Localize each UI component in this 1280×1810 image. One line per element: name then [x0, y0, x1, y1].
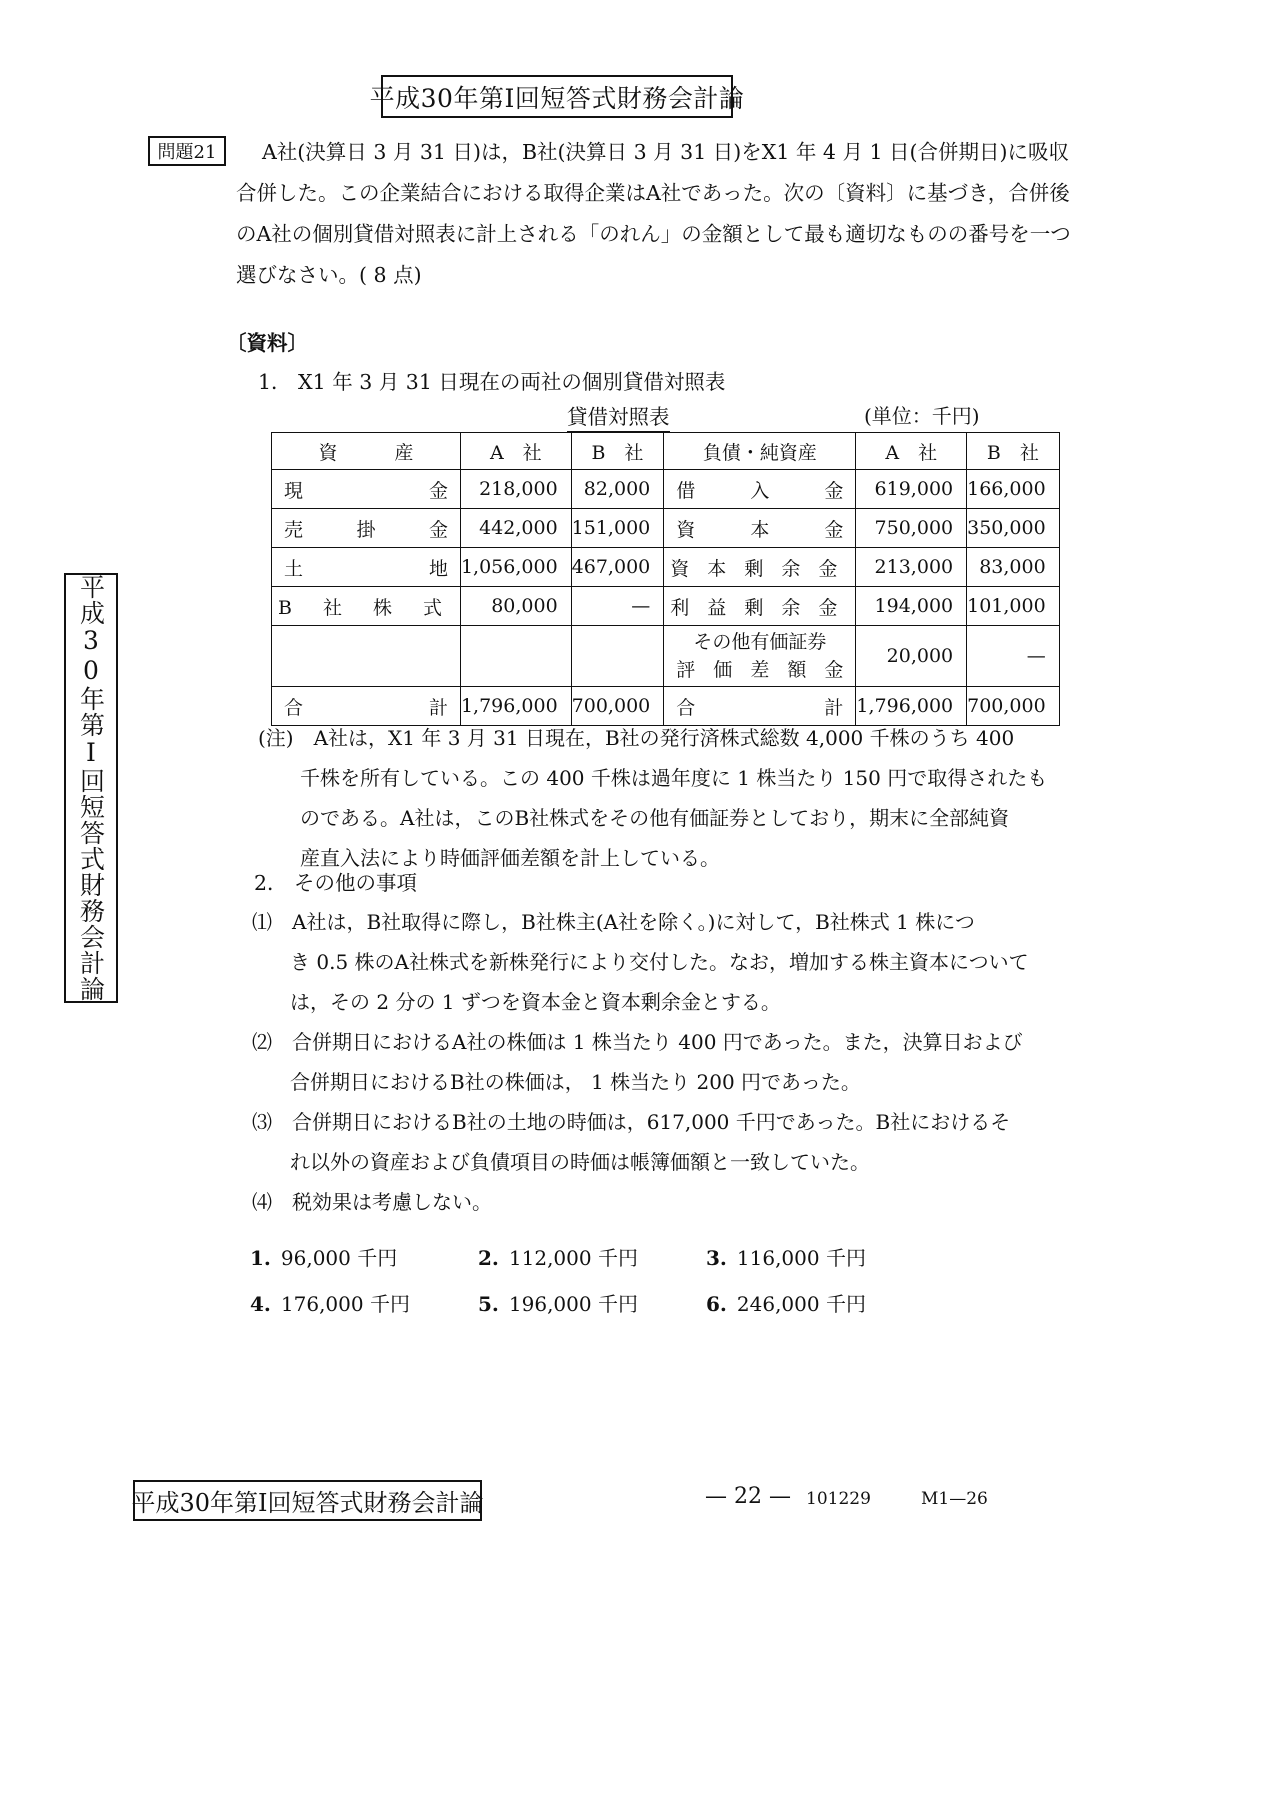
asset-land-a: 1,056,000	[460, 548, 571, 587]
asset-receivables-b: 151,000	[571, 509, 664, 548]
asset-total-b: 700,000	[571, 687, 664, 726]
question-line-3: のA社の個別貸借対照表に計上される「のれん」の金額として最も適切なものの番号を一つ	[236, 222, 1071, 246]
table-note	[258, 718, 1048, 878]
materials-item1-heading: 1． X1 年 3 月 31 日現在の両社の個別貸借対照表	[258, 370, 726, 394]
asset-cash-b: 82,000	[571, 470, 664, 509]
sub-item-2: ⑵ 合併期日におけるA社の株価は 1 株当たり 400 円であった。また，決算日および 合併期日におけるB社の株価は， 1 株当たり 200 円であった。	[252, 1030, 1023, 1094]
question-line-4: 選びなさい。( 8 点)	[236, 263, 422, 287]
question-body	[236, 132, 1071, 296]
liability-borrowings-a: 619,000	[856, 470, 967, 509]
question-line-1: A社(決算日 3 月 31 日)は，B社(決算日 3 月 31 日)をX1 年 4 月 1 日(合併期日)に吸収	[262, 140, 1070, 164]
table-row	[272, 626, 1060, 687]
footer-code-right: M1—26	[921, 1489, 988, 1509]
asset-label-empty	[272, 626, 461, 687]
asset-empty-b	[571, 626, 664, 687]
liability-capital-surplus-a: 213,000	[856, 548, 967, 587]
balance-sheet-table	[271, 432, 1060, 726]
choice-row-1	[250, 1233, 950, 1279]
sub-item-3-marker: ⑶	[252, 1110, 272, 1134]
header-assets-company-a: A 社	[460, 433, 571, 470]
header-liabilities-company-a: A 社	[856, 433, 967, 470]
asset-land-b: 467,000	[571, 548, 664, 587]
sub-item-4: ⑷ 税効果は考慮しない。	[252, 1190, 492, 1214]
choice-5[interactable]: 5. 196,000 千円	[478, 1291, 638, 1316]
asset-b-shares-a: 80,000	[460, 587, 571, 626]
table-row	[272, 548, 1060, 587]
asset-label-receivables: 売 掛 金	[272, 509, 461, 548]
liability-valuation-difference-b: —	[967, 626, 1060, 687]
choice-2[interactable]: 2. 112,000 千円	[478, 1245, 638, 1270]
asset-label-cash: 現 金	[272, 470, 461, 509]
footer-code-left: 101229	[806, 1489, 871, 1509]
liability-label-valuation-difference: その他有価証券 評 価 差 額 金	[664, 626, 856, 687]
liability-label-retained-earnings: 利 益 剰 余 金	[664, 587, 856, 626]
header-liabilities-company-b: B 社	[967, 433, 1060, 470]
asset-label-b-shares: B 社 株 式	[272, 587, 461, 626]
sub-item-1-marker: ⑴	[252, 910, 272, 934]
liability-label-capital-stock: 資 本 金	[664, 509, 856, 548]
header-assets: 資 産	[272, 433, 461, 470]
liability-retained-earnings-a: 194,000	[856, 587, 967, 626]
materials-item2-heading: 2． その他の事項	[254, 871, 418, 895]
asset-b-shares-b: —	[571, 587, 664, 626]
liability-total-a: 1,796,000	[856, 687, 967, 726]
liability-label-capital-surplus: 資 本 剰 余 金	[664, 548, 856, 587]
exam-title: 平成30年第Ⅰ回短答式財務会計論	[369, 83, 745, 113]
balance-sheet-unit-note: (単位：千円)	[864, 404, 980, 428]
balance-sheet-caption: 貸借対照表	[567, 400, 670, 432]
materials-sub-items	[252, 902, 1029, 1222]
choice-3[interactable]: 3. 116,000 千円	[706, 1245, 866, 1270]
sub-item-2-marker: ⑵	[252, 1030, 272, 1054]
liability-total-label: 合 計	[664, 687, 856, 726]
table-header-row	[272, 433, 1060, 470]
sub-item-3: ⑶ 合併期日におけるB社の土地の時価は，617,000 千円であった。B社におけるそ れ以外の資産および負債項目の時価は帳簿価額と一致していた。	[252, 1110, 1011, 1174]
vertical-side-title: 平成30年第Ⅰ回短答式財務会計論	[76, 574, 106, 1002]
note-line-2: 千株を所有している。この 400 千株は過年度に 1 株当たり 150 円で取得されたも	[300, 766, 1048, 790]
asset-empty-a	[460, 626, 571, 687]
note-line-1: (注) A社は，X1 年 3 月 31 日現在，B社の発行済株式総数 4,000 千株のうち 400	[258, 726, 1015, 750]
asset-label-land: 土 地	[272, 548, 461, 587]
liability-capital-stock-a: 750,000	[856, 509, 967, 548]
choice-6[interactable]: 6. 246,000 千円	[706, 1291, 866, 1316]
sub-item-1: ⑴ A社は，B社取得に際し，B社株主(A社を除く。)に対して，B社株式 1 株につ き 0.5 株のA社株式を新株発行により交付した。なお，増加する株主資本について は，その 2 分の 1 ずつを資本金と資本剰余金とする。	[252, 910, 1029, 1014]
table-row	[272, 587, 1060, 626]
question-number-label: 問題21	[157, 142, 217, 163]
choice-1[interactable]: 1. 96,000 千円	[250, 1245, 398, 1270]
materials-label: 〔資料〕	[226, 331, 308, 355]
header-assets-company-b: B 社	[571, 433, 664, 470]
sub-item-4-marker: ⑷	[252, 1190, 272, 1214]
page-number: — 22 —	[705, 1484, 791, 1509]
liability-total-b: 700,000	[967, 687, 1060, 726]
question-line-2: 合併した。この企業結合における取得企業はA社であった。次の〔資料〕に基づき，合併後	[236, 181, 1070, 205]
liability-borrowings-b: 166,000	[967, 470, 1060, 509]
note-line-3: のである。A社は，このB社株式をその他有価証券としており，期末に全部純資	[300, 806, 1010, 830]
liability-valuation-difference-a: 20,000	[856, 626, 967, 687]
liability-capital-stock-b: 350,000	[967, 509, 1060, 548]
note-marker: (注)	[258, 726, 294, 750]
footer-title: 平成30年第Ⅰ回短答式財務会計論	[131, 1489, 484, 1517]
table-row	[272, 509, 1060, 548]
choice-4[interactable]: 4. 176,000 千円	[250, 1291, 410, 1316]
vertical-side-title-box	[64, 573, 118, 1003]
choice-row-2	[250, 1279, 950, 1325]
liability-capital-surplus-b: 83,000	[967, 548, 1060, 587]
table-row	[272, 470, 1060, 509]
header-liabilities: 負債・純資産	[664, 433, 856, 470]
question-number-box	[148, 136, 226, 166]
footer-title-box	[133, 1480, 482, 1521]
asset-cash-a: 218,000	[460, 470, 571, 509]
asset-total-a: 1,796,000	[460, 687, 571, 726]
liability-label-borrowings: 借 入 金	[664, 470, 856, 509]
note-line-4: 産直入法により時価評価差額を計上している。	[300, 846, 720, 870]
answer-choices	[250, 1233, 950, 1325]
liability-retained-earnings-b: 101,000	[967, 587, 1060, 626]
asset-receivables-a: 442,000	[460, 509, 571, 548]
exam-title-box	[369, 75, 745, 118]
asset-total-label: 合 計	[272, 687, 461, 726]
